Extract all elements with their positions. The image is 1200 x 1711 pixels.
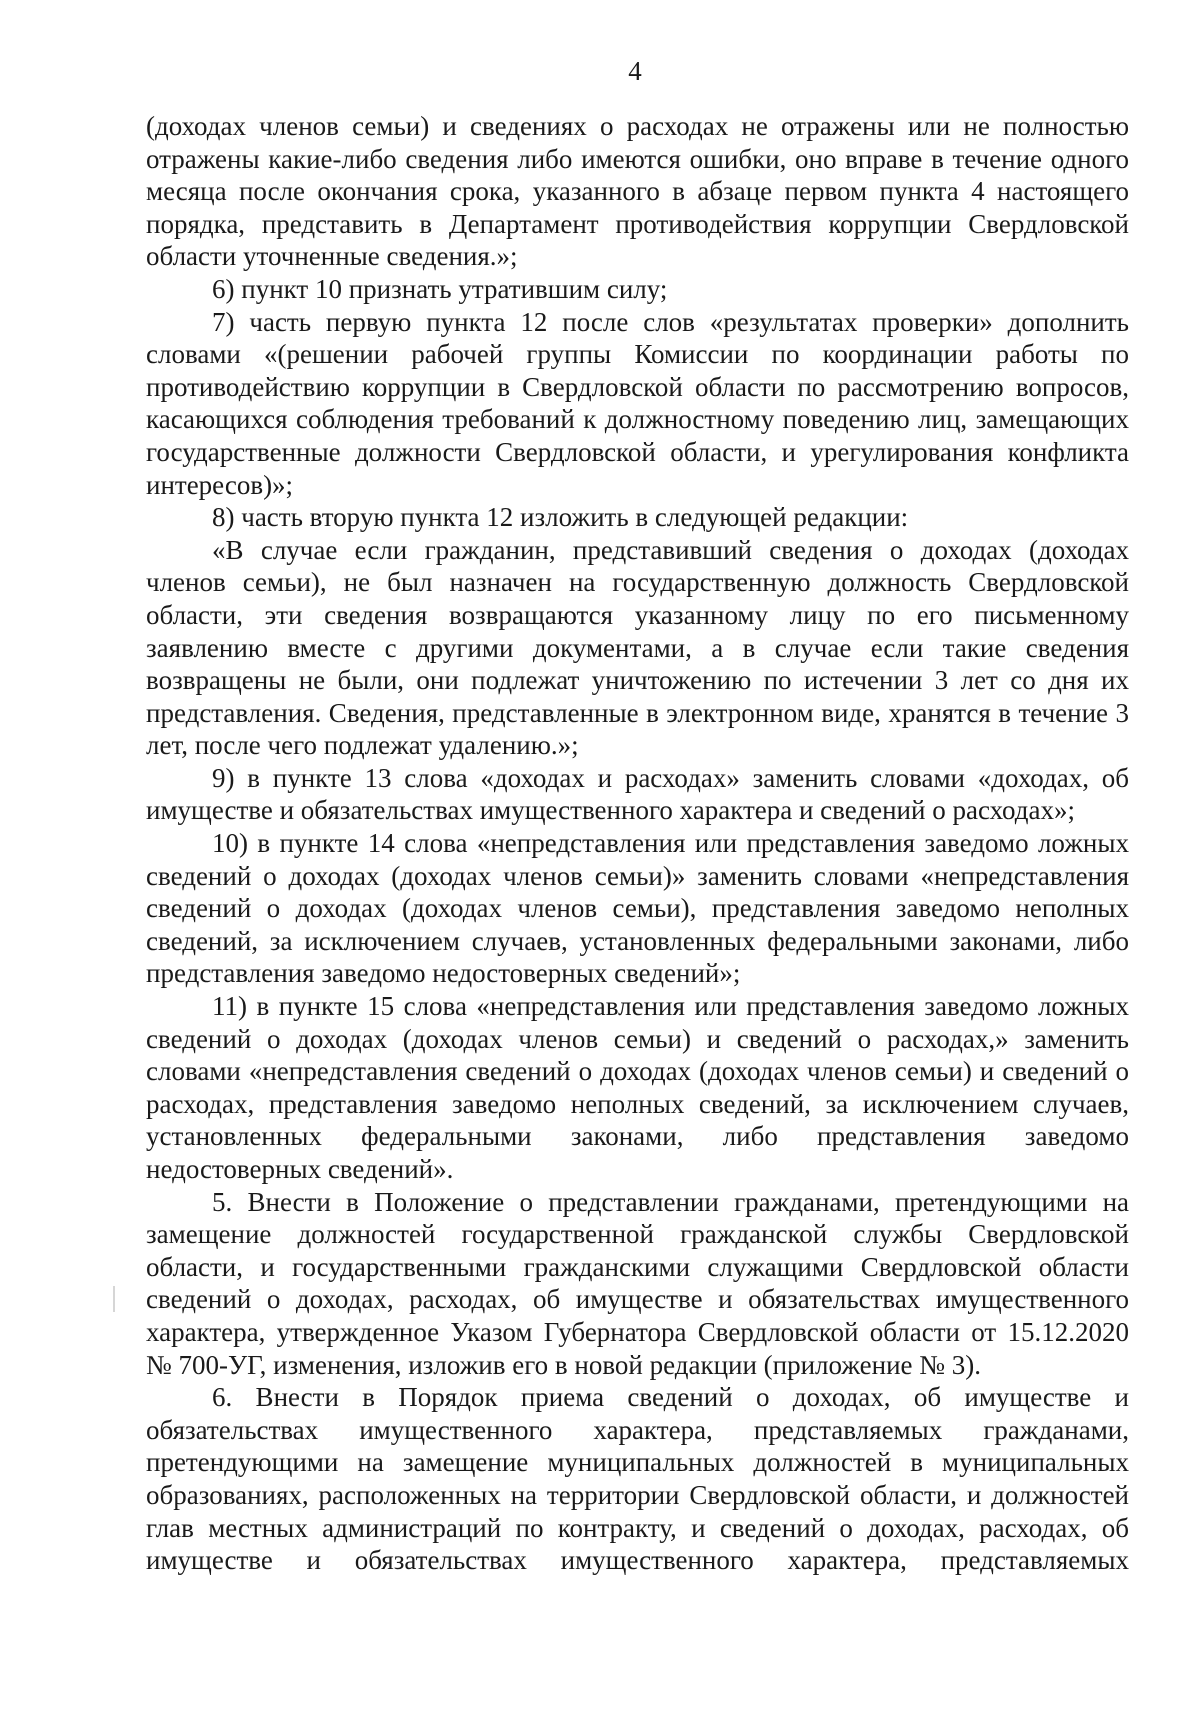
paragraph-section-5: 5. Внести в Положение о представлении гражданами, претендующими на замещение должностей государственной гражданской службы Свердловской области, и государственными гражданскими служащими Свердловской области сведений о доходах, расходах, об имуществе и обязательствах имущественного характера, утвержденное Указом Губернатора Свердловской области от 15.12.2020 № 700-УГ, изменения, изложив его в новой редакции (приложение № 3). xyxy=(146,1186,1129,1380)
paragraph-continuation: (доходах членов семьи) и сведениях о расходах не отражены или не полностью отражены какие-либо сведения либо имеются ошибки, оно вправе в течение одного месяца после окончания срока, указанного в абзаце первом пункта 4 настоящего порядка, представить в Департамент противодействия коррупции Свердловской области уточненные сведения.»; xyxy=(146,111,1129,272)
paragraph-item-10: 10) в пункте 14 слова «непредставления или представления заведомо ложных сведений о доходах (доходах членов семьи)» заменить словами «непредставления сведений о доходах (доходах членов семьи), представления заведомо неполных сведений, за исключением случаев, установленных федеральными законами, либо представления заведомо недостоверных сведений»; xyxy=(146,828,1129,989)
paragraph-item-9: 9) в пункте 13 слова «доходах и расходах» заменить словами «доходах, об имуществе и обязательствах имущественного характера и сведений о расходах»; xyxy=(146,762,1129,826)
document-body xyxy=(146,110,1129,1577)
paragraph-item-7: 7) часть первую пункта 12 после слов «результатах проверки» дополнить словами «(решении рабочей группы Комиссии по координации работы по противодействию коррупции в Свердловской области по рассмотрению вопросов, касающихся соблюдения требований к должностному поведению лиц, замещающих государственные должности Свердловской области, и урегулирования конфликта интересов)»; xyxy=(146,306,1129,500)
paragraph-section-6: 6. Внести в Порядок приема сведений о доходах, об имуществе и обязательствах имущественного характера, представляемых гражданами, претендующими на замещение муниципальных должностей в муниципальных образованиях, расположенных на территории Свердловской области, и должностей глав местных администраций по контракту, и сведений о доходах, расходах, об имуществе и обязательствах имущественного характера, представляемых xyxy=(146,1382,1129,1576)
page-number: 4 xyxy=(628,56,642,86)
paragraph-item-11: 11) в пункте 15 слова «непредставления или представления заведомо ложных сведений о доходах (доходах членов семьи) и сведений о расходах,» заменить словами «непредставления сведений о доходах (доходах членов семьи) и сведений о расходах, представления заведомо неполных сведений, за исключением случаев, установленных федеральными законами, либо представления заведомо недостоверных сведений». xyxy=(146,991,1129,1184)
scan-artifact-mark xyxy=(113,1286,115,1312)
paragraph-quoted-text: «В случае если гражданин, представивший сведения о доходах (доходах членов семьи), не был назначен на государственную должность Свердловской области, эти сведения возвращаются указанному лицу по его письменному заявлению вместе с другими документами, а в случае если такие сведения возвращены не были, они подлежат уничтожению по истечении 3 лет со дня их представления. Сведения, представленные в электронном виде, хранятся в течение 3 лет, после чего подлежат удалению.»; xyxy=(146,534,1129,761)
paragraph-item-8: 8) часть вторую пункта 12 изложить в следующей редакции: xyxy=(212,502,909,533)
paragraph-item-6: 6) пункт 10 признать утратившим силу; xyxy=(212,273,668,304)
